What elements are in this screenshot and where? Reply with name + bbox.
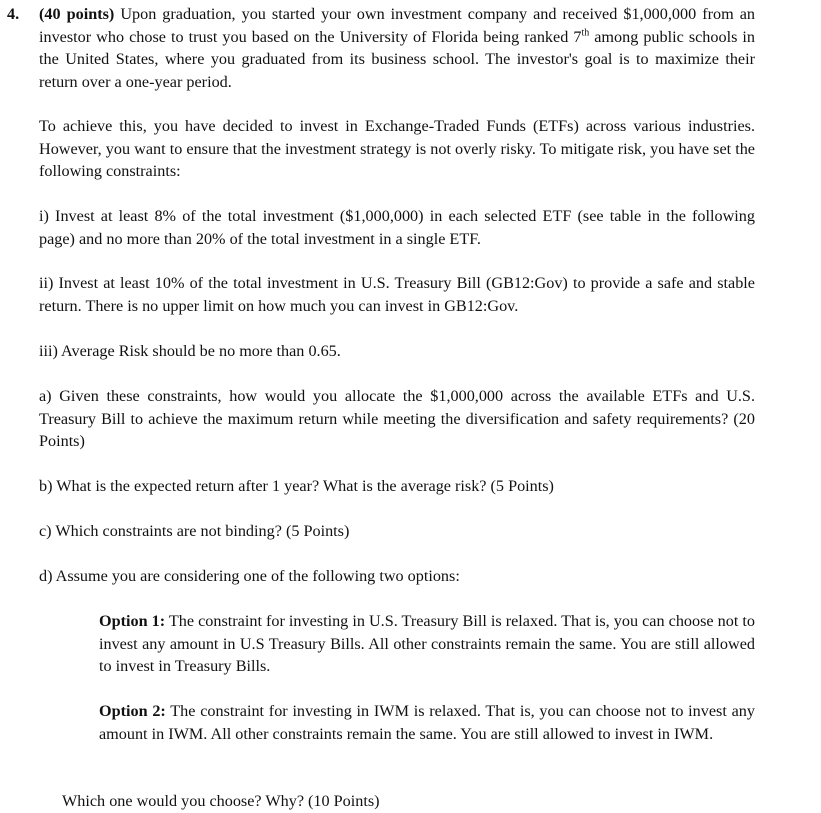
option-1-text: The constraint for investing in U.S. Treasury Bill is relaxed. That is, you can choose not to invest any amount in U.S Treasury Bills. All other constraints remain the same. You are still allowed to invest in Treasury Bills. — [99, 612, 755, 675]
question-number: 4. — [7, 5, 20, 23]
option-1-label: Option 1: — [99, 612, 166, 630]
part-a: a) Given these constraints, how would you allocate the $1,000,000 across the available ETFs and U.S. Treasury Bill to achieve the maximum return while meeting the diversification and safety requirements? (20 Points) — [39, 387, 755, 450]
option-2-text: The constraint for investing in IWM is relaxed. That is, you can choose not to invest any amount in IWM. All other constraints remain the same. You are still allowed to invest in IWM. — [99, 702, 755, 743]
intro-superscript: th — [581, 27, 590, 39]
question-intro — [39, 3, 755, 93]
constraint-2: ii) Invest at least 10% of the total investment in U.S. Treasury Bill (GB12:Gov) to provide a safe and stable return. There is no upper limit on how much you can invest in GB12:Gov. — [39, 274, 755, 315]
strategy-paragraph: To achieve this, you have decided to invest in Exchange-Traded Funds (ETFs) across various industries. However, you want to ensure that the investment strategy is not overly risky. To mitigate risk, you have set the following constraints: — [39, 117, 755, 180]
option-2 — [99, 700, 755, 745]
part-d: d) Assume you are considering one of the following two options: — [39, 567, 460, 585]
intro-text-end: among public schools in the United States, where you graduated from its business school. The investor's goal is to maximize their return over a one-year period. — [39, 27, 756, 91]
question-points: (40 points) — [39, 5, 115, 23]
part-c: c) Which constraints are not binding? (5 Points) — [39, 522, 350, 540]
option-1 — [99, 610, 755, 678]
part-b: b) What is the expected return after 1 year? What is the average risk? (5 Points) — [39, 477, 554, 495]
constraint-3: iii) Average Risk should be no more than 0.65. — [39, 342, 341, 360]
final-question: Which one would you choose? Why? (10 Points) — [62, 792, 380, 810]
option-2-label: Option 2: — [99, 702, 166, 720]
intro-text-start: Upon graduation, you started your own investment company and received $1,000,000 from an investor who chose to trust you based on the University of Florida being ranked 7 — [39, 5, 755, 46]
constraint-1: i) Invest at least 8% of the total investment ($1,000,000) in each selected ETF (see table in the following page) and no more than 20% of the total investment in a single ETF. — [39, 207, 755, 248]
